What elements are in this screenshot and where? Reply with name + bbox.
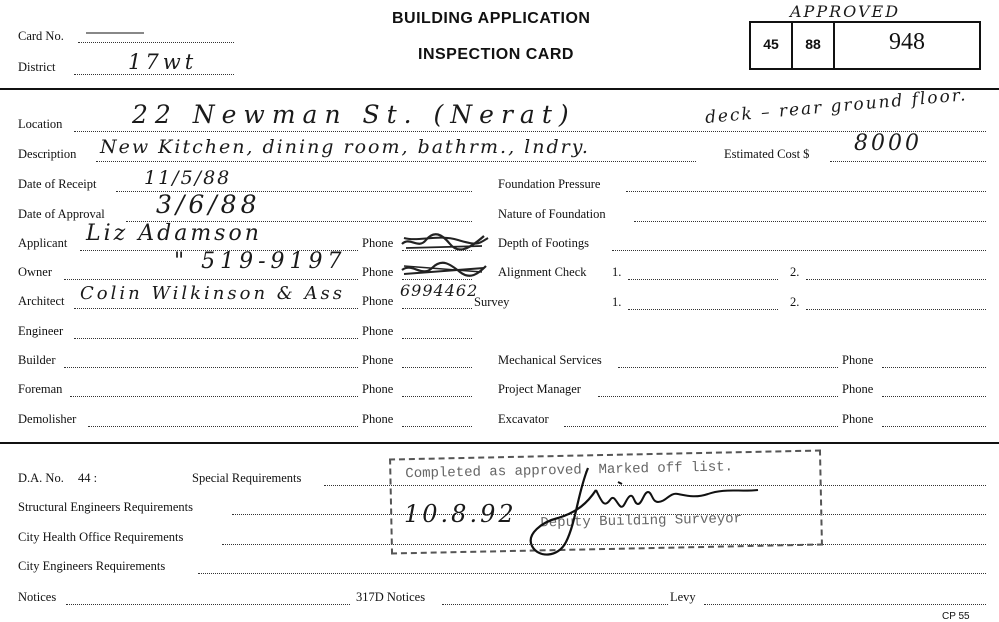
survey-2-label: 2. [790,295,800,309]
foreman-phone-label: Phone [362,382,394,396]
depth-footings-field[interactable] [612,250,986,251]
alignment-check-2-field[interactable] [806,279,986,280]
location-field[interactable] [74,131,986,132]
approved-stamp: APPROVED [790,2,901,21]
depth-footings-label: Depth of Footings [498,236,589,250]
mechanical-label: Mechanical Services [498,353,602,367]
alignment-check-2-label: 2. [790,265,800,279]
demolisher-field[interactable] [88,426,358,427]
notices-label: Notices [18,590,57,604]
district-label: District [18,60,56,74]
builder-label: Builder [18,353,56,367]
architect-field[interactable] [74,308,358,309]
box-cell-1: 45 [763,36,779,52]
date-receipt-label: Date of Receipt [18,177,97,191]
notices-317d-label: 317D Notices [356,590,426,604]
excavator-label: Excavator [498,412,549,426]
project-manager-phone-label: Phone [842,382,874,396]
excavator-field[interactable] [564,426,838,427]
estimated-cost-value: 8000 [854,131,922,156]
district-field[interactable] [74,74,234,75]
foreman-field[interactable] [70,396,358,397]
owner-field[interactable] [64,279,358,280]
estimated-cost-field[interactable] [830,161,986,162]
city-engineers-field[interactable] [198,573,986,574]
project-manager-label: Project Manager [498,382,581,396]
excavator-phone-label: Phone [842,412,874,426]
location-label: Location [18,117,63,131]
engineer-phone-field[interactable] [402,338,472,339]
nature-foundation-label: Nature of Foundation [498,207,606,221]
project-manager-field[interactable] [598,396,838,397]
foundation-pressure-label: Foundation Pressure [498,177,601,191]
notices-317d-field[interactable] [442,604,668,605]
notices-field[interactable] [66,604,350,605]
da-no-label: D.A. No. [18,471,64,485]
architect-phone-field[interactable] [402,308,472,309]
stamp-line2: Deputy Building Surveyor [540,511,743,532]
survey-1-field[interactable] [628,309,778,310]
da-no-value: 44 : [78,471,98,485]
card-no-field[interactable] [78,42,234,43]
survey-2-field[interactable] [806,309,986,310]
form-title-line2: INSPECTION CARD [418,46,574,63]
alignment-check-1-label: 1. [612,265,622,279]
city-health-label: City Health Office Requirements [18,530,184,544]
stamp-line1: Completed as approved. Marked off list. [405,459,734,483]
excavator-phone-field[interactable] [882,426,986,427]
owner-label: Owner [18,265,53,279]
card-no-struck-value [86,32,144,34]
architect-value: Colin Wilkinson & Ass [80,283,345,304]
applicant-label: Applicant [18,236,68,250]
description-value: New Kitchen, dining room, bathrm., lndry. [100,136,590,158]
location-value: 22 Newman St. (Nerat) [132,100,576,129]
district-value: 17wt [128,50,198,74]
architect-label: Architect [18,294,65,308]
levy-field[interactable] [704,604,986,605]
engineer-phone-label: Phone [362,324,394,338]
owner-phone-label: Phone [362,265,394,279]
demolisher-phone-label: Phone [362,412,394,426]
architect-phone-value: 6994462 [400,281,479,300]
mechanical-field[interactable] [618,367,838,368]
applicant-value: Liz Adamson [86,221,262,246]
header-divider [0,88,999,90]
signature [518,462,778,569]
builder-phone-label: Phone [362,353,394,367]
builder-phone-field[interactable] [402,367,472,368]
survey-1-label: 1. [612,295,622,309]
mechanical-phone-label: Phone [842,353,874,367]
location-extra: deck – rear ground floor. [704,85,969,128]
bottom-divider [0,442,999,444]
estimated-cost-label: Estimated Cost $ [724,147,810,161]
engineer-field[interactable] [74,338,358,339]
nature-foundation-field[interactable] [634,221,986,222]
city-engineers-label: City Engineers Requirements [18,559,166,573]
alignment-check-label: Alignment Check [498,265,587,279]
applicant-phone-label: Phone [362,236,394,250]
box-cell-2: 88 [805,36,821,52]
project-manager-phone-field[interactable] [882,396,986,397]
special-requirements-label: Special Requirements [192,471,302,485]
form-title-line1: BUILDING APPLICATION [392,10,591,27]
foreman-phone-field[interactable] [402,396,472,397]
card-number-value: 948 [889,29,925,55]
description-field[interactable] [96,161,696,162]
demolisher-phone-field[interactable] [402,426,472,427]
builder-field[interactable] [64,367,358,368]
foreman-label: Foreman [18,382,63,396]
levy-label: Levy [670,590,696,604]
survey-label: Survey [474,295,510,309]
owner-value: " 519-9197 [174,249,347,274]
structural-requirements-label: Structural Engineers Requirements [18,500,193,514]
mechanical-phone-field[interactable] [882,367,986,368]
form-code: CP 55 [942,611,970,622]
stamp-date: 10.8.92 [404,500,517,528]
card-no-label: Card No. [18,29,64,43]
description-label: Description [18,147,77,161]
signature-text [638,466,665,467]
date-receipt-value: 11/5/88 [144,167,232,189]
engineer-label: Engineer [18,324,64,338]
date-approval-value: 3/6/88 [156,190,261,219]
applicant-phone-struck [398,230,490,259]
alignment-check-1-field[interactable] [628,279,778,280]
architect-phone-label: Phone [362,294,394,308]
date-approval-label: Date of Approval [18,207,105,221]
demolisher-label: Demolisher [18,412,77,426]
foundation-pressure-field[interactable] [626,191,986,192]
